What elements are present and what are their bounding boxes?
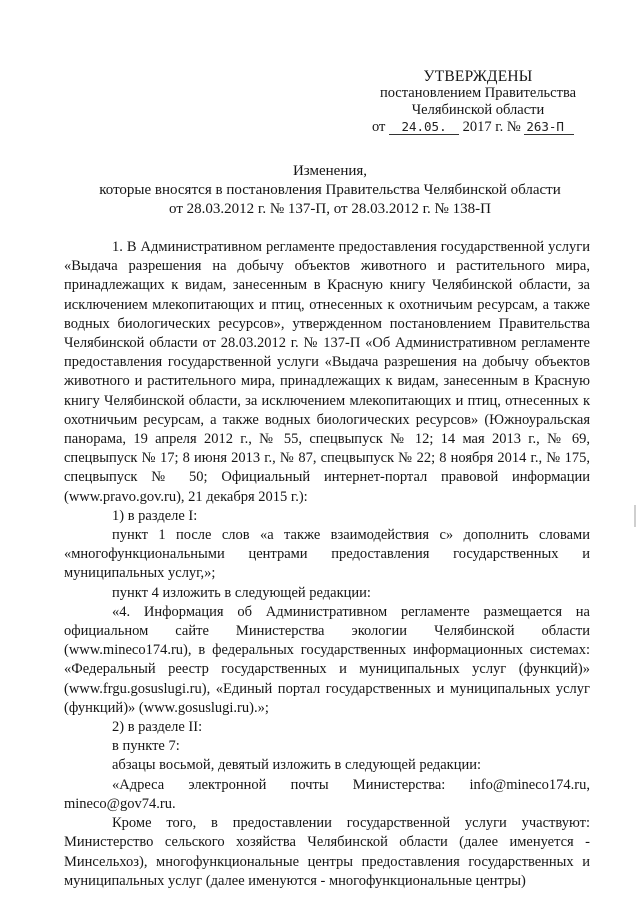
paragraph: Кроме того, в предоставлении государственной услуги участвуют: Министерство сельского хозяйства Челябинской области (далее именуется - Минсельхоз), многофункциональные центры предоставления государственных и муниципальных услуг (далее именуются - многофункциональные центры): [64, 815, 590, 889]
paragraph: пункт 4 изложить в следующей редакции:: [112, 584, 371, 601]
paragraph: в пункте 7:: [112, 738, 180, 755]
date-prefix: от: [372, 119, 386, 135]
date-day: 24.05.: [389, 120, 459, 135]
approval-date-line: [366, 119, 590, 136]
paragraph: «4. Информация об Административном регламенте размещается на официальном сайте Министерства экологии Челябинской области (www.mineco174.ru), в федеральных государственных информационных системах: «Федеральный реестр государственных и муниципальных услуг (функций)» (www.frgu.gosuslugi.ru), «Единый портал государственных и муниципальных услуг (функций)» (www.gosuslugi.ru).»;: [64, 603, 590, 716]
scan-edge-mark: [634, 505, 636, 527]
paragraph: «Адреса электронной почты Министерства: info@mineco174.ru, mineco@gov74.ru.: [64, 776, 590, 812]
approval-line-2: Челябинской области: [411, 102, 545, 118]
paragraph: 2) в разделе II:: [112, 719, 203, 736]
approval-stamp: [366, 68, 590, 136]
title-line-3: от 28.03.2012 г. № 137-П, от 28.03.2012 г. № 138-П: [169, 201, 491, 217]
paragraph: 1. В Административном регламенте предоставления государственной услуги «Выдача разрешения на добычу объектов животного и растительного мира, принадлежащих к видам, занесенным в Красную книгу Челябинской области, за исключением млекопитающих и птиц, отнесенных к охотничьим ресурсам, а также водных биологических ресурсов», утвержденном постановлением Правительства Челябинской области от 28.03.2012 г. № 137-П «Об Административном регламенте предоставления государственной услуги «Выдача разрешения на добычу объектов животного и растительного мира, принадлежащих к видам, занесенным в Красную книгу Челябинской области, за исключением млекопитающих и птиц, отнесенных к охотничьим ресурсам, а также водных биологических ресурсов» (Южноуральская панорама, 19 апреля 2012 г., № 55, спецвыпуск № 12; 14 мая 2013 г., № 69, спецвыпуск № 17; 8 июня 2013 г., № 87, спецвыпуск № 22; 8 ноября 2014 г., № 175, спецвыпуск № 50; Официальный интернет-портал правовой информации (www.pravo.gov.ru), 21 декабря 2015 г.):: [64, 239, 590, 505]
approval-line-1: постановлением Правительства: [379, 85, 577, 101]
decree-number: 263-П: [524, 120, 574, 135]
date-year: 2017 г. №: [462, 119, 521, 135]
paragraph: абзацы восьмой, девятый изложить в следующей редакции:: [112, 757, 482, 774]
approval-heading: УТВЕРЖДЕНЫ: [423, 68, 533, 85]
document-body: [64, 238, 590, 891]
document-title: [60, 162, 600, 219]
title-line-1: Изменения,: [292, 163, 368, 179]
title-line-2: которые вносятся в постановления Правительства Челябинской области: [99, 182, 561, 198]
paragraph: 1) в разделе I:: [112, 507, 198, 524]
paragraph: пункт 1 после слов «а также взаимодействия с» дополнить словами «многофункциональными центрами предоставления государственных и муниципальных услуг,»;: [64, 527, 590, 582]
